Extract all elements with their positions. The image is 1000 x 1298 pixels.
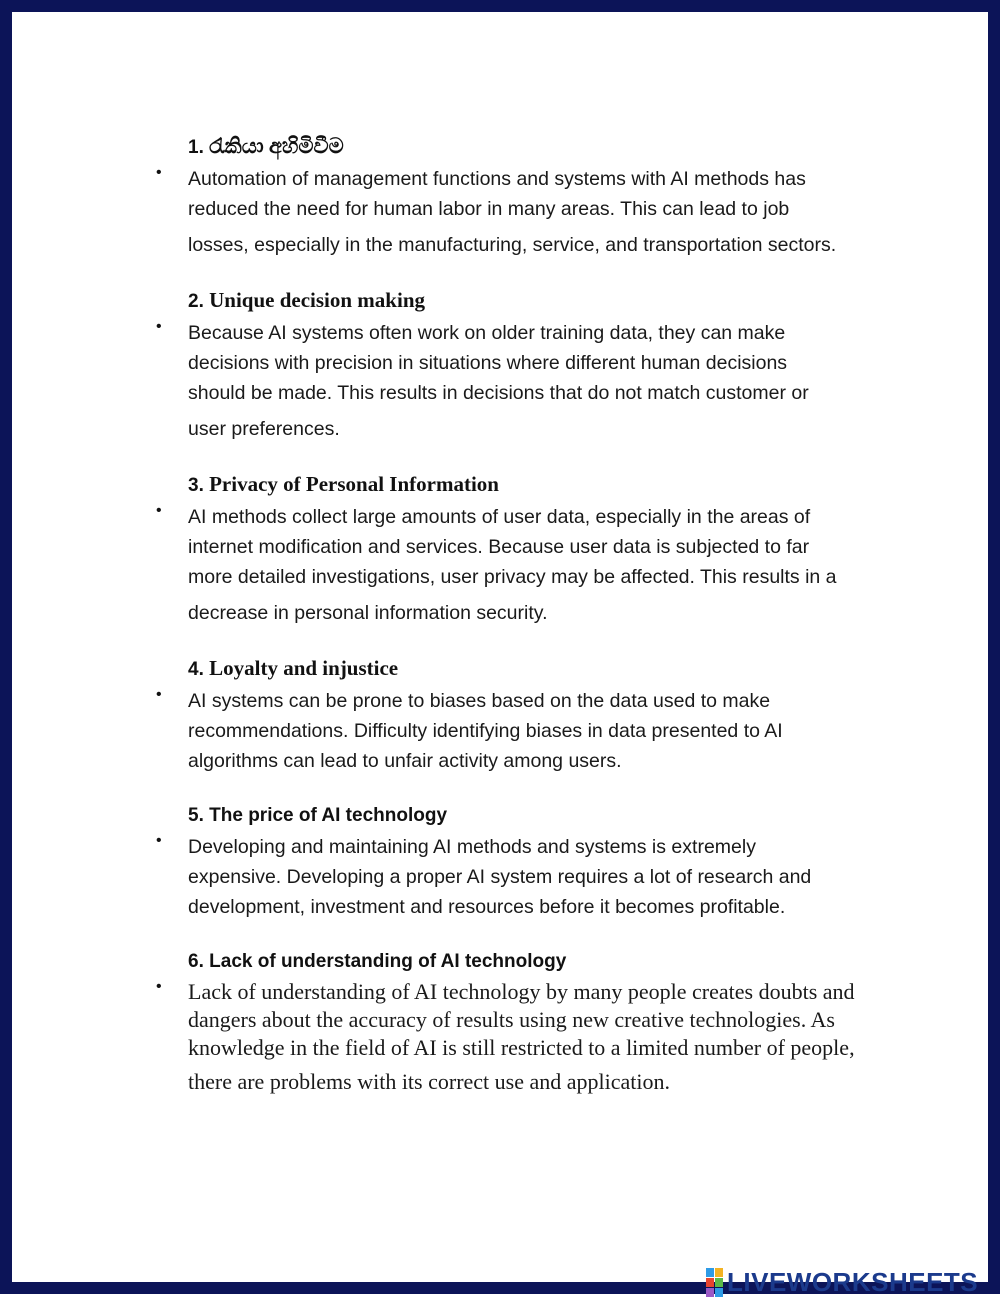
paragraph-line: user preferences. [188,418,340,440]
section-number: 3. [188,475,204,496]
section-2 [156,286,908,444]
paragraph-line: knowledge in the field of AI is still restricted to a limited number of people, [188,1035,855,1060]
bullet-icon: • [156,318,162,335]
paragraph-line: development, investment and resources before it becomes profitable. [188,896,786,918]
section-4 [156,654,908,776]
section-heading [188,654,908,684]
section-title: Unique decision making [209,288,425,312]
bullet-icon: • [156,502,162,519]
paragraph-line: AI systems can be prone to biases based on the data used to make [188,690,771,712]
bullet-icon: • [156,832,162,849]
section-heading [188,802,908,830]
section-title: Privacy of Personal Information [209,472,499,496]
section-heading [188,470,908,500]
list-item [156,502,908,628]
section-heading [188,286,908,316]
paragraph-line: decrease in personal information security. [188,602,548,624]
logo-text: LIVEWORKSHEETS [727,1267,979,1297]
liveworksheets-logo[interactable] [706,1267,978,1298]
section-3 [156,470,908,628]
section-paragraph [188,164,908,260]
section-5 [156,802,908,922]
paragraph-line: losses, especially in the manufacturing, service, and transportation sectors. [188,234,837,256]
section-title: Loyalty and injustice [209,656,399,680]
bullet-icon: • [156,978,162,995]
section-number: 6. [188,951,204,972]
section-paragraph [188,686,908,776]
section-number: 1. [188,137,204,158]
logo-blocks-icon [706,1268,723,1297]
bullet-icon: • [156,686,162,703]
paragraph-line: Because AI systems often work on older training data, they can make [188,322,786,344]
section-paragraph [188,502,908,628]
paragraph-line: reduced the need for human labor in many areas. This can lead to job [188,198,790,220]
section-title: The price of AI technology [209,805,448,826]
list-item [156,164,908,260]
paragraph-line: decisions with precision in situations where different human decisions [188,352,788,374]
paragraph-line: Lack of understanding of AI technology by many people creates doubts and [188,979,855,1004]
paragraph-line: should be made. This results in decisions that do not match customer or [188,382,809,404]
section-6 [156,948,908,1096]
paragraph-line: Developing and maintaining AI methods and systems is extremely [188,836,756,858]
document-body [156,132,908,1122]
list-item [156,978,908,1096]
paragraph-line: expensive. Developing a proper AI system requires a lot of research and [188,866,812,888]
paragraph-line: internet modification and services. Because user data is subjected to far [188,536,810,558]
section-heading [188,948,908,976]
section-title: රැකියා අහිමිවීම [209,134,344,158]
paragraph-line: recommendations. Difficulty identifying biases in data presented to AI [188,720,783,742]
section-title: Lack of understanding of AI technology [209,951,567,972]
paragraph-line: dangers about the accuracy of results using new creative technologies. As [188,1007,835,1032]
bullet-icon: • [156,164,162,181]
section-1 [156,132,908,260]
section-paragraph [188,832,908,922]
list-item [156,686,908,776]
section-number: 4. [188,659,204,680]
paragraph-line: there are problems with its correct use and application. [188,1069,670,1094]
paragraph-line: more detailed investigations, user privacy may be affected. This results in a [188,566,837,588]
section-number: 5. [188,805,204,826]
section-paragraph [188,978,908,1096]
paragraph-line: algorithms can lead to unfair activity among users. [188,750,622,772]
section-number: 2. [188,291,204,312]
list-item [156,832,908,922]
section-heading [188,132,908,162]
paragraph-line: Automation of management functions and systems with AI methods has [188,168,806,190]
paragraph-line: AI methods collect large amounts of user data, especially in the areas of [188,506,811,528]
list-item [156,318,908,444]
section-paragraph [188,318,908,444]
